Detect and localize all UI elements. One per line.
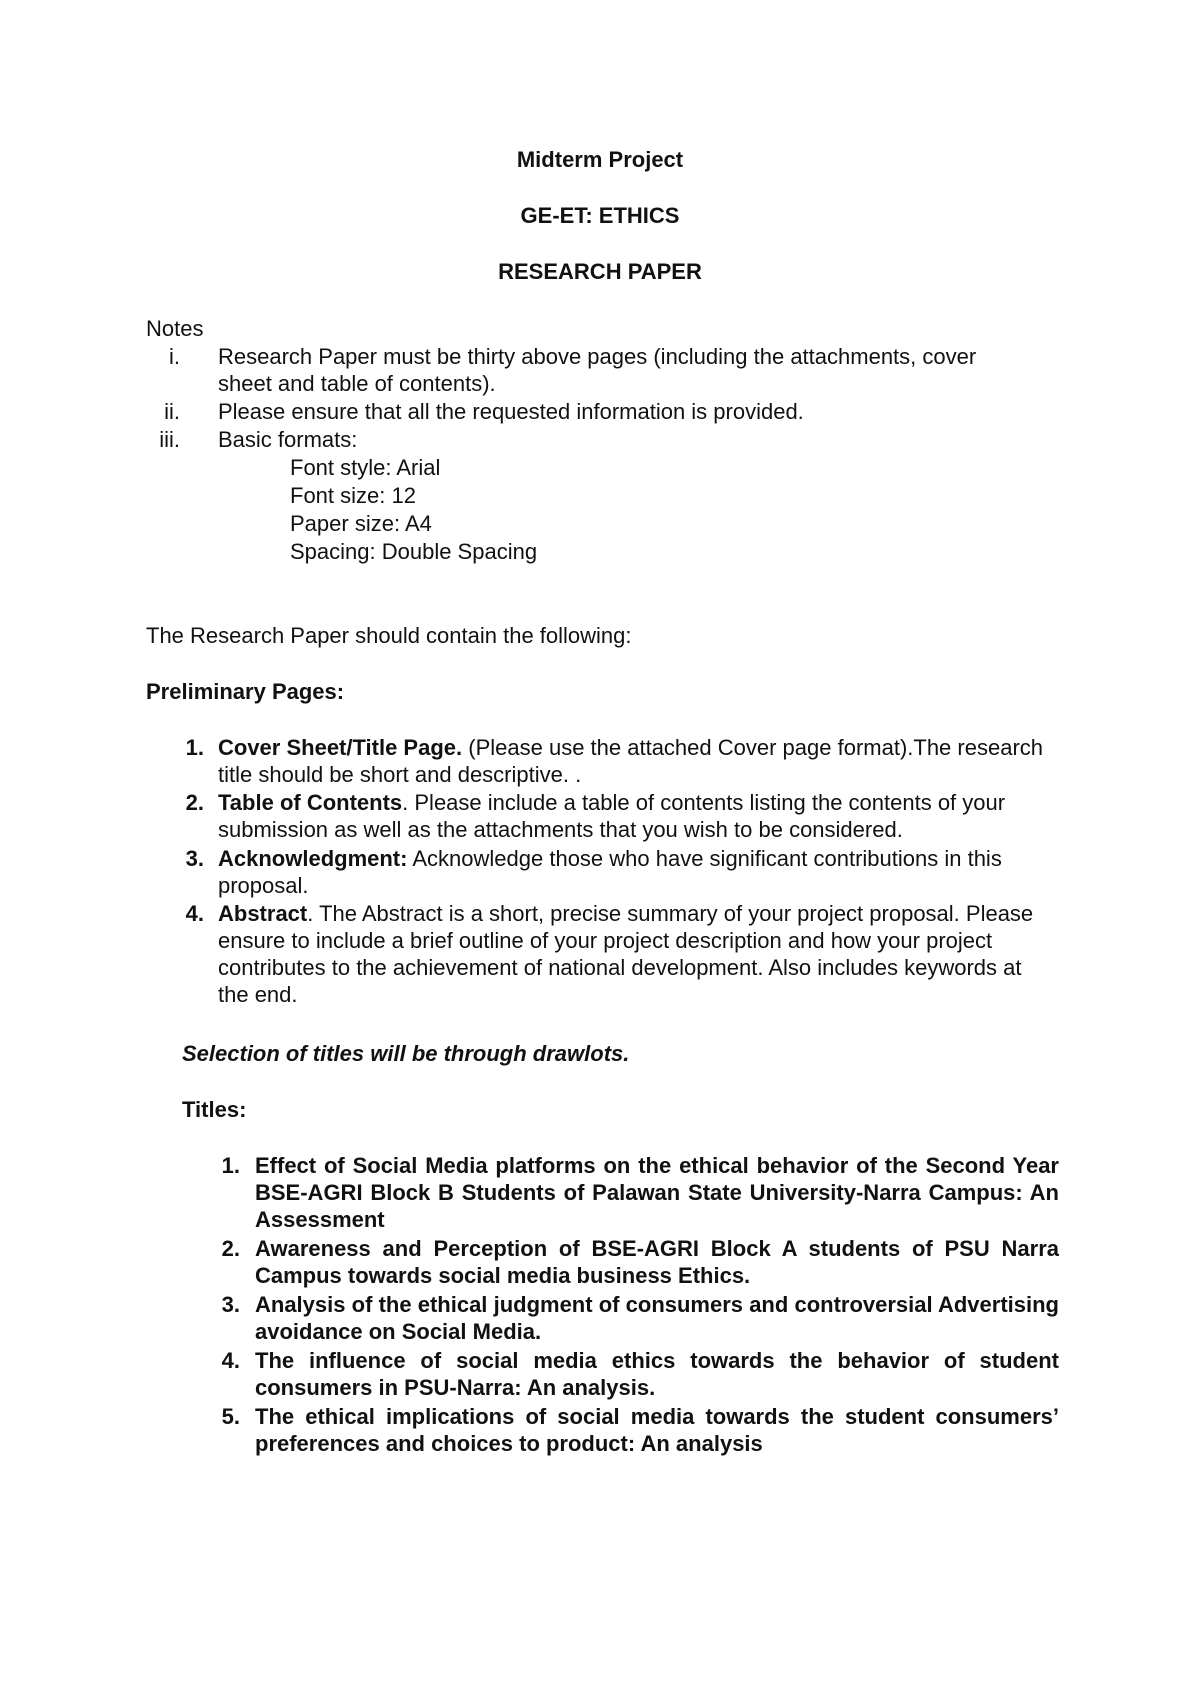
item-description: . The Abstract is a short, precise summary of your project proposal. Please ensure to include a brief outline of your project description and how your project contributes to the achievement of national development. Also includes keywords at the end. bbox=[218, 901, 1034, 1007]
preliminary-marker: 2. bbox=[185, 790, 204, 815]
item-description: (Please use the attached Cover page format).The research title should be short and descriptive. . bbox=[218, 735, 1044, 787]
selection-note: Selection of titles will be through drawlots. bbox=[182, 1041, 630, 1066]
preliminary-item-cover-sheet bbox=[218, 734, 1058, 788]
title-marker: 2. bbox=[221, 1236, 240, 1261]
title-marker: 1. bbox=[221, 1153, 240, 1178]
intro-text: The Research Paper should contain the following: bbox=[146, 623, 632, 648]
item-description: Acknowledge those who have significant contributions in this proposal. bbox=[218, 846, 1002, 898]
preliminary-marker: 1. bbox=[185, 735, 204, 760]
title-marker: 4. bbox=[221, 1348, 240, 1373]
note-marker: iii. bbox=[159, 427, 180, 452]
preliminary-item-acknowledgment bbox=[218, 845, 1058, 899]
title-item: The ethical implications of social media towards the student consumers’ preferences and choices to product: An analysis bbox=[255, 1404, 1059, 1456]
format-paper-size: Paper size: A4 bbox=[290, 511, 432, 536]
title-marker: 3. bbox=[221, 1292, 240, 1317]
preliminary-item-table-of-contents bbox=[218, 789, 1058, 843]
note-marker: i. bbox=[169, 344, 180, 369]
note-item: Basic formats: bbox=[218, 427, 358, 452]
notes-label: Notes bbox=[146, 316, 204, 341]
format-font-size: Font size: 12 bbox=[290, 483, 416, 508]
title-marker: 5. bbox=[221, 1404, 240, 1429]
title-item: Effect of Social Media platforms on the ethical behavior of the Second Year BSE-AGRI Block B Students of Palawan State University-Narra Campus: An Assessment bbox=[255, 1153, 1059, 1232]
item-description: . Please include a table of contents listing the contents of your submission as well as the attachments that you wish to be considered. bbox=[218, 790, 1006, 842]
titles-heading: Titles: bbox=[182, 1097, 247, 1122]
item-term: Abstract bbox=[218, 901, 308, 926]
page-title: Midterm Project bbox=[516, 147, 684, 172]
format-font-style: Font style: Arial bbox=[290, 455, 441, 480]
preliminary-marker: 3. bbox=[185, 846, 204, 871]
item-term: Table of Contents bbox=[218, 790, 403, 815]
note-item: Research Paper must be thirty above pages (including the attachments, cover sheet and table of contents). bbox=[218, 344, 977, 396]
title-item: Analysis of the ethical judgment of consumers and controversial Advertising avoidance on Social Media. bbox=[255, 1292, 1059, 1344]
item-term: Acknowledgment: bbox=[218, 846, 408, 871]
item-term: Cover Sheet/Title Page. bbox=[218, 735, 463, 760]
preliminary-marker: 4. bbox=[185, 901, 204, 926]
title-item: The influence of social media ethics towards the behavior of student consumers in PSU-Narra: An analysis. bbox=[255, 1348, 1059, 1400]
title-item: Awareness and Perception of BSE-AGRI Block A students of PSU Narra Campus towards social media business Ethics. bbox=[255, 1236, 1059, 1288]
preliminary-item-abstract bbox=[218, 900, 1058, 1008]
note-marker: ii. bbox=[164, 399, 180, 424]
preliminary-heading: Preliminary Pages: bbox=[146, 679, 345, 704]
format-spacing: Spacing: Double Spacing bbox=[290, 539, 538, 564]
document-type: RESEARCH PAPER bbox=[498, 259, 702, 284]
note-item: Please ensure that all the requested information is provided. bbox=[218, 399, 804, 424]
course-code: GE-ET: ETHICS bbox=[520, 203, 680, 228]
